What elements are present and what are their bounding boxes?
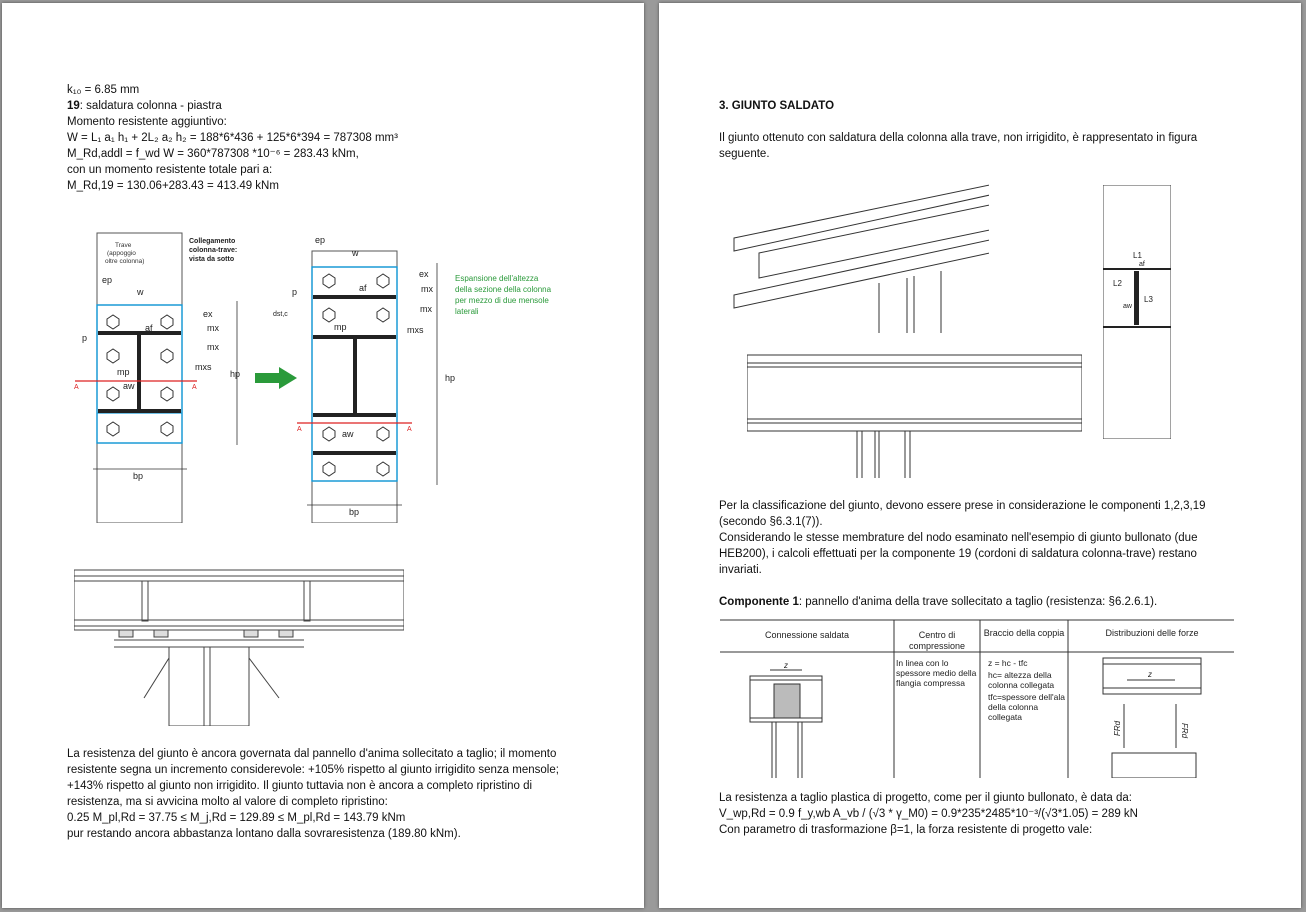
svg-text:vista da sotto: vista da sotto [189, 256, 235, 263]
svg-text:mx: mx [207, 323, 219, 333]
svg-text:z: z [784, 661, 788, 670]
total-intro: con un momento resistente totale pari a: [67, 164, 273, 176]
mrd-formula: M_Rd,addl = f_wd W = 360*787308 *10⁻⁶ = 283.43 kNm, [67, 148, 359, 160]
lever-hc-text: hc= altezza della colonna collegata [988, 670, 1055, 690]
svg-text:aw: aw [342, 429, 354, 439]
section-a-left: A [74, 384, 79, 391]
svg-text:ep: ep [102, 275, 113, 285]
document-page-2 [659, 3, 1301, 908]
svg-text:(appoggio: (appoggio [107, 250, 136, 257]
k10-line: k₁₀ = 6.85 mm [67, 84, 140, 96]
svg-text:FRd: FRd [1180, 723, 1189, 739]
svg-text:FRd: FRd [1113, 720, 1122, 736]
svg-text:ex: ex [203, 309, 213, 319]
svg-text:bp: bp [133, 471, 144, 481]
svg-text:L3: L3 [1144, 295, 1153, 304]
svg-text:hp: hp [230, 369, 241, 379]
weld-detail-figure [1103, 185, 1171, 439]
intro-paragraph: Il giunto ottenuto con saldatura della colonna alla trave, non irrigidito, è rappresentato in figura seguente. [719, 132, 1198, 160]
lever-formula: z = hc - tfc [988, 658, 1028, 668]
end-plate-figure [57, 223, 597, 523]
svg-text:mxs: mxs [407, 325, 424, 335]
dstc-label: dst,c [273, 311, 288, 318]
svg-text:p: p [82, 333, 88, 343]
section-heading: 3. GIUNTO SALDATO [719, 100, 835, 112]
shear-transformation: Con parametro di trasformazione β=1, la forza resistente di progetto vale: [719, 824, 1093, 836]
svg-text:Espansione dell'altezza: Espansione dell'altezza [455, 274, 539, 283]
svg-text:aw: aw [123, 381, 135, 391]
resistance-conclusion: pur restando ancora abbastanza lontano dalla sovraresistenza (189.80 kNm). [67, 828, 461, 840]
mrd19-line: M_Rd,19 = 130.06+283.43 = 413.49 kNm [67, 180, 279, 192]
item19-line [67, 98, 222, 114]
table-header-forces: Distribuzioni delle forze [1105, 628, 1199, 638]
welded-joint-elevation [747, 353, 1082, 478]
svg-text:w: w [352, 248, 359, 258]
svg-text:della sezione della colonna: della sezione della colonna [455, 285, 552, 294]
item19-text: : saldatura colonna - piastra [79, 100, 222, 112]
svg-text:hp: hp [445, 373, 456, 383]
svg-text:mp: mp [334, 322, 347, 332]
w-formula: W = L₁ a₁ h₁ + 2L₂ a₂ h₂ = 188*6*436 + 125*6*394 = 787308 mm³ [67, 132, 398, 144]
svg-text:A: A [192, 384, 197, 391]
component-1-line [719, 594, 1157, 610]
shear-intro: La resistenza a taglio plastica di progetto, come per il giunto bullonato, è data da: [719, 792, 1132, 804]
welded-joint-3d [729, 183, 989, 333]
component-1-label: Componente 1 [719, 596, 799, 608]
svg-text:w: w [137, 287, 144, 297]
svg-text:ep: ep [315, 235, 326, 245]
svg-text:p: p [292, 287, 298, 297]
moment-heading: Momento resistente aggiuntivo: [67, 116, 227, 128]
members-paragraph: Considerando le stesse membrature del nodo esaminato nell'esempio di giunto bullonato (due HEB200), i calcoli effettuati per la componente 19 (cordoni di saldatura colonna-trave) restano invariati. [719, 532, 1198, 576]
svg-text:A: A [407, 426, 412, 433]
svg-text:Trave: Trave [115, 242, 132, 249]
table-header-compression: Centro di compressione [908, 630, 966, 651]
svg-text:mx: mx [207, 342, 219, 352]
welded-connection-table [720, 618, 1234, 778]
svg-text:ex: ex [419, 269, 429, 279]
classification-paragraph: Per la classificazione del giunto, devono essere prese in considerazione le componenti 1,2,3,19 (secondo §6.3.1(7)). [719, 500, 1206, 528]
svg-text:A: A [297, 426, 302, 433]
table-header-lever: Braccio della coppia [983, 628, 1065, 638]
svg-text:Collegamento: Collegamento [189, 238, 236, 245]
table-header-connection: Connessione saldata [764, 630, 850, 640]
lever-tfc-text: tfc=spessore dell'ala della colonna collegata [988, 692, 1065, 722]
svg-text:mx: mx [420, 304, 432, 314]
svg-text:laterali: laterali [455, 307, 479, 316]
svg-text:per mezzo di due mensole: per mezzo di due mensole [455, 296, 549, 305]
svg-text:mx: mx [421, 284, 433, 294]
svg-text:mp: mp [117, 367, 130, 377]
svg-text:z: z [1148, 670, 1152, 679]
svg-text:colonna-trave:: colonna-trave: [189, 247, 238, 254]
compression-center-text: In linea con lo spessore medio della flangia compressa [896, 658, 977, 688]
svg-text:mxs: mxs [195, 362, 212, 372]
shear-formula: V_wp,Rd = 0.9 f_y,wb A_vb / (√3 * γ_M0) = 0.9*235*2485*10⁻³/(√3*1.05) = 289 kN [719, 808, 1138, 820]
svg-text:aw: aw [1123, 303, 1132, 310]
svg-text:af: af [145, 323, 153, 333]
resistance-formula: 0.25 M_pl,Rd = 37.75 ≤ M_j,Rd = 129.89 ≤ M_pl,Rd = 143.79 kNm [67, 812, 406, 824]
svg-text:af: af [1139, 261, 1145, 268]
svg-text:L2: L2 [1113, 279, 1122, 288]
svg-text:oltre colonna): oltre colonna) [105, 258, 145, 265]
document-page-1 [2, 3, 644, 908]
item19-number: 19 [67, 100, 80, 112]
svg-text:af: af [359, 283, 367, 293]
component-1-text: : pannello d'anima della trave sollecitato a taglio (resistenza: §6.2.6.1). [798, 596, 1158, 608]
svg-text:bp: bp [349, 507, 360, 517]
resistance-paragraph: La resistenza del giunto è ancora governata dal pannello d'anima sollecitato a taglio; il momento resistente segna un incremento considerevole: +105% rispetto al giunto irrigidito senza mensole; +143% rispetto al giunto non irrigidito. Il giunto tuttavia non è ancora a completo ripristino di resistenza, ma si avvicina molto al valore di completo ripristino: [67, 748, 559, 808]
svg-text:L1: L1 [1133, 251, 1142, 260]
beam-elevation-figure [74, 568, 404, 726]
